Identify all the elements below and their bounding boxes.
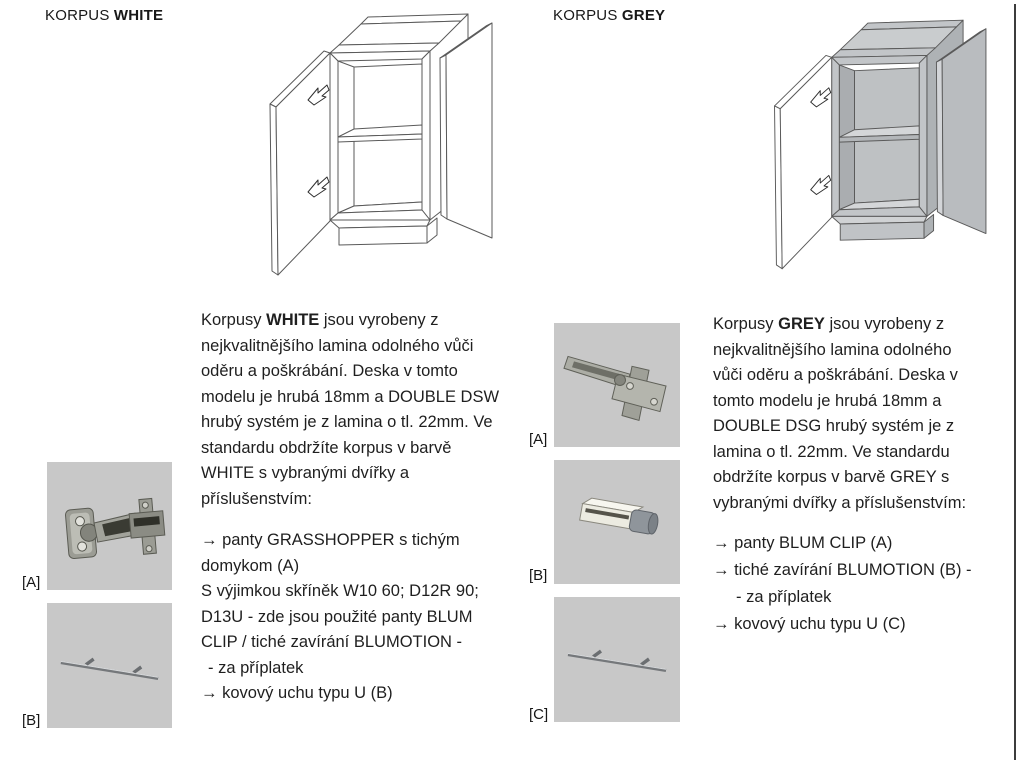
paragraph-line: vybranými dvířky a příslušenstvím: [713, 493, 967, 512]
paragraph-line: DOUBLE DSG hrubý systém je z [713, 417, 955, 435]
feature-line: D13U - zde jsou použité panty BLUM [201, 607, 473, 626]
description-grey [713, 312, 966, 516]
feature-list-grey [713, 530, 972, 638]
feature-line: → panty BLUM CLIP (A) [713, 534, 893, 552]
u-handle-photo [47, 603, 172, 728]
paragraph-line: příslušenstvím: [201, 489, 312, 508]
paragraph-line: Korpusy WHITE jsou vyrobeny z [201, 311, 439, 329]
photo-label-b: [B] [529, 567, 548, 584]
paragraph-line: standardu obdržíte korpus v barvě [201, 438, 452, 457]
photo-label-a: [A] [529, 431, 548, 448]
paragraph-line: nejkvalitnějšího lamina odolného [713, 340, 952, 359]
photo-box-damper-b [554, 460, 680, 584]
paragraph-line: lamina o tl. 22mm. Ve standardu [713, 442, 950, 461]
paragraph-line: modelu je hrubá 18mm a DOUBLE DSW [201, 387, 500, 406]
feature-line: domykom (A) [201, 556, 300, 575]
title-variant: GREY [621, 7, 666, 24]
paragraph-line: hrubý systém je z lamina o tl. 22mm. Ve [201, 413, 493, 431]
feature-line: CLIP / tiché zavírání BLUMOTION - [201, 633, 463, 651]
paragraph-line: obdržíte korpus v barvě GREY s [713, 468, 950, 486]
paragraph-line: tomto modelu je hrubá 18mm a [713, 391, 942, 410]
title-variant: WHITE [113, 7, 164, 24]
feature-line: - za příplatek [736, 588, 832, 606]
photo-box-hinge-a [47, 462, 172, 590]
feature-line: → tiché zavírání BLUMOTION (B) - [713, 561, 972, 579]
cabinet-illustration-grey [765, 8, 1005, 280]
photo-label-b: [B] [22, 712, 41, 729]
feature-line: S výjimkou skříněk W10 60; D12R 90; [201, 582, 479, 600]
feature-line: → kovový uchu typu U (C) [713, 615, 906, 633]
feature-line: → panty GRASSHOPPER s tichým [201, 531, 460, 549]
paragraph-line: Korpusy GREY jsou vyrobeny z [713, 315, 945, 333]
title-prefix: KORPUS [45, 7, 114, 24]
grasshopper-hinge-photo [47, 462, 172, 590]
title-prefix: KORPUS [553, 7, 622, 24]
blum-clip-hinge-photo [554, 323, 680, 447]
blumotion-damper-photo [554, 460, 680, 584]
description-white [201, 308, 499, 512]
section-title-grey [553, 7, 665, 24]
photo-label-a: [A] [22, 574, 41, 591]
paragraph-line: nejkvalitnějšího lamina odolného vůči [201, 336, 474, 355]
photo-box-handle-b [47, 603, 172, 728]
feature-line: - za příplatek [208, 658, 304, 677]
photo-label-c: [C] [529, 706, 549, 723]
paragraph-line: oděru a poškrábání. Deska v tomto [201, 362, 458, 380]
paragraph-line: WHITE s vybranými dvířky a [201, 464, 410, 482]
page-edge-rule [1014, 4, 1016, 760]
cabinet-illustration-white [260, 8, 512, 280]
u-handle-photo [554, 597, 680, 722]
photo-box-hinge-a [554, 323, 680, 447]
paragraph-line: vůči oděru a poškrábání. Deska v [713, 366, 958, 384]
feature-list-white [201, 528, 479, 707]
section-title-white [45, 7, 163, 24]
feature-line: → kovový uchu typu U (B) [201, 684, 393, 702]
photo-box-handle-c [554, 597, 680, 722]
